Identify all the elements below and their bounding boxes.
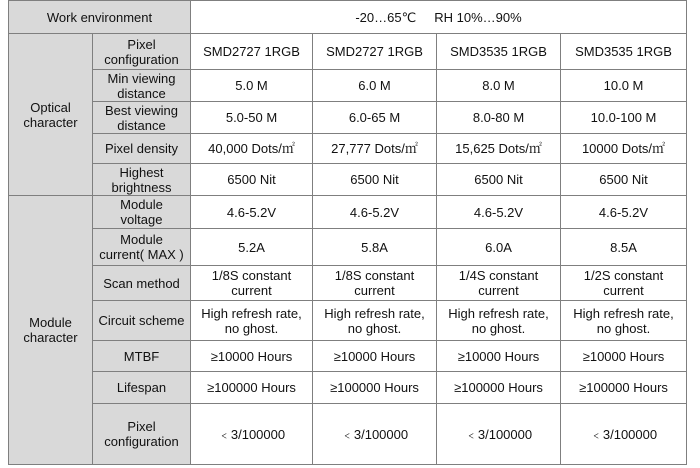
value-cell: ﹤3/100000: [437, 404, 561, 465]
value-line: 1/8S constant: [211, 268, 292, 283]
table-row: [9, 134, 687, 164]
pixel-configuration-row: [9, 34, 687, 70]
table-row: [9, 70, 687, 102]
group-label-line: Module: [29, 315, 72, 330]
value-line: 1/4S constant: [458, 268, 539, 283]
row-label: Pixel density: [93, 134, 191, 164]
value-line: 1/8S constant: [334, 268, 415, 283]
row-label-line: Pixel: [127, 36, 156, 52]
value-cell: 40,000 Dots/㎡: [191, 134, 313, 164]
module-character-group: [9, 196, 93, 465]
table-row: [9, 372, 687, 404]
row-label-line: voltage: [120, 212, 163, 227]
model-cell: SMD3535 1RGB: [561, 34, 687, 70]
row-label: MTBF: [93, 341, 191, 372]
table-row: [9, 266, 687, 301]
row-label-line: configuration: [104, 51, 179, 67]
value-line: no ghost.: [224, 320, 279, 336]
group-label-line: character: [23, 114, 78, 130]
group-label-line: Optical: [30, 99, 71, 115]
row-label-line: Min viewing: [107, 70, 176, 86]
row-label: [93, 404, 191, 465]
row-label-line: Best viewing: [105, 102, 178, 118]
row-label: Lifespan: [93, 372, 191, 404]
value-cell: ≥10000 Hours: [561, 341, 687, 372]
value-cell: 4.6-5.2V: [561, 196, 687, 229]
value-line: no ghost.: [471, 320, 526, 336]
work-environment-value: -20…65℃ RH 10%…90%: [191, 1, 687, 34]
value-line: High refresh rate,: [201, 305, 302, 321]
model-cell: SMD3535 1RGB: [437, 34, 561, 70]
row-label: Circuit scheme: [93, 301, 191, 341]
spec-table-container: [8, 0, 687, 465]
model-cell: SMD2727 1RGB: [313, 34, 437, 70]
value-cell: 6.0-65 M: [313, 102, 437, 134]
value-cell: 4.6-5.2V: [313, 196, 437, 229]
value-cell: 4.6-5.2V: [437, 196, 561, 229]
table-row: [9, 164, 687, 196]
value-cell: ≥100000 Hours: [561, 372, 687, 404]
value-cell: [437, 266, 561, 301]
row-label-line: brightness: [111, 179, 172, 195]
optical-character-group: [9, 34, 93, 196]
row-label-line: Module: [120, 232, 163, 247]
value-cell: 6.0 M: [313, 70, 437, 102]
row-label: [93, 229, 191, 266]
value-cell: ﹤3/100000: [191, 404, 313, 465]
value-line: current: [603, 283, 644, 298]
value-cell: 5.2A: [191, 229, 313, 266]
value-cell: 10000 Dots/㎡: [561, 134, 687, 164]
value-cell: [437, 301, 561, 341]
value-cell: ﹤3/100000: [313, 404, 437, 465]
value-cell: [313, 266, 437, 301]
value-cell: 8.0 M: [437, 70, 561, 102]
value-cell: 8.5A: [561, 229, 687, 266]
spec-table: [8, 0, 687, 465]
row-label: [93, 70, 191, 102]
value-line: 1/2S constant: [583, 268, 664, 283]
row-label-line: Highest: [119, 164, 164, 180]
value-cell: ≥100000 Hours: [191, 372, 313, 404]
value-cell: ≥100000 Hours: [437, 372, 561, 404]
row-label-line: distance: [117, 85, 166, 101]
value-cell: ≥10000 Hours: [191, 341, 313, 372]
value-cell: 5.0-50 M: [191, 102, 313, 134]
value-cell: 27,777 Dots/㎡: [313, 134, 437, 164]
table-row: [9, 301, 687, 341]
value-cell: [191, 266, 313, 301]
value-cell: ﹤3/100000: [561, 404, 687, 465]
value-line: High refresh rate,: [324, 305, 425, 321]
value-line: current: [231, 283, 272, 298]
row-label: Scan method: [93, 266, 191, 301]
value-line: High refresh rate,: [573, 305, 674, 321]
table-row: [9, 404, 687, 465]
row-label-line: distance: [117, 117, 166, 133]
row-label: [93, 102, 191, 134]
value-cell: 6500 Nit: [437, 164, 561, 196]
value-cell: 10.0-100 M: [561, 102, 687, 134]
value-cell: [313, 301, 437, 341]
table-row: [9, 229, 687, 266]
value-line: no ghost.: [347, 320, 402, 336]
work-environment-label: Work environment: [9, 1, 191, 34]
value-cell: 6.0A: [437, 229, 561, 266]
value-line: current: [354, 283, 395, 298]
row-label-line: configuration: [104, 434, 179, 449]
value-cell: ≥100000 Hours: [313, 372, 437, 404]
value-cell: 4.6-5.2V: [191, 196, 313, 229]
row-label: [93, 34, 191, 70]
row-label-line: current( MAX ): [99, 247, 184, 262]
value-cell: 5.0 M: [191, 70, 313, 102]
table-row: [9, 102, 687, 134]
table-row: [9, 196, 687, 229]
value-cell: [561, 266, 687, 301]
model-cell: SMD2727 1RGB: [191, 34, 313, 70]
work-environment-row: [9, 1, 687, 34]
value-line: no ghost.: [596, 320, 651, 336]
row-label-line: Module: [120, 197, 163, 212]
value-cell: 6500 Nit: [191, 164, 313, 196]
value-cell: 8.0-80 M: [437, 102, 561, 134]
group-label-line: character: [23, 330, 78, 345]
value-cell: 15,625 Dots/㎡: [437, 134, 561, 164]
value-cell: 6500 Nit: [561, 164, 687, 196]
row-label: [93, 196, 191, 229]
value-cell: 6500 Nit: [313, 164, 437, 196]
value-line: current: [478, 283, 519, 298]
table-row: [9, 341, 687, 372]
value-cell: [191, 301, 313, 341]
row-label-line: Pixel: [127, 419, 156, 434]
value-cell: [561, 301, 687, 341]
value-cell: ≥10000 Hours: [437, 341, 561, 372]
value-cell: 5.8A: [313, 229, 437, 266]
value-cell: ≥10000 Hours: [313, 341, 437, 372]
value-line: High refresh rate,: [448, 305, 549, 321]
value-cell: 10.0 M: [561, 70, 687, 102]
row-label: [93, 164, 191, 196]
